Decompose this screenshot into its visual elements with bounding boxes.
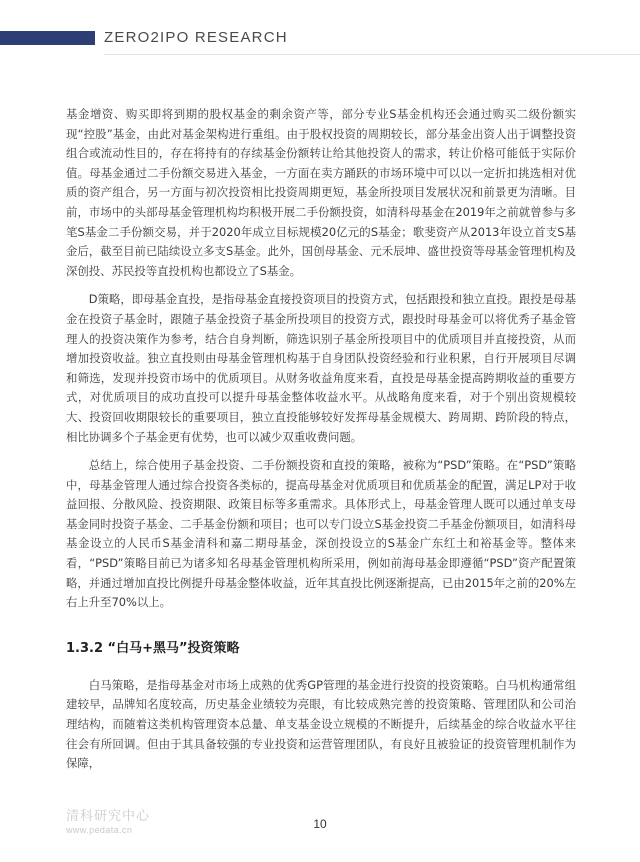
header-accent-bar [0, 31, 95, 45]
paragraph-s-fund: 基金增资、购买即将到期的股权基金的剩余资产等，部分专业S基金机构还会通过购买二级份额实现“控股”基金，由此对基金架构进行重组。由于股权投资的周期较长，部分基金出资人出于调整投资组合或流动性目的，存在将持有的存续基金份额转让给其他投资人的需求，转让价格可能低于实际价值。母基金通过二手份额交易进入基金，一方面在卖方踊跃的市场环境中可以以一定折扣挑选相对优质的资产组合，另一方面与初次投资相比投资周期更短，基金所投项目发展状况和前景更为清晰。目前，市场中的头部母基金管理机构均积极开展二手份额投资，如清科母基金在2019年之前就曾参与多笔S基金二手份额交易，并于2020年成立目标规模20亿元的S基金；歌斐资产从2013年设立首支S基金后，截至目前已陆续设立多支S基金。此外，国创母基金、元禾辰坤、盛世投资等母基金管理机构及深创投、苏民投等直投机构也都设立了S基金。 [66, 107, 576, 278]
paragraph-psd-strategy: 总结上，综合使用子基金投资、二手份额投资和直投的策略，被称为“PSD”策略。在“PSD”策略中，母基金管理人通过综合投资各类标的，提高母基金对优质项目和优质基金的配置，满足LP对于收益回报、分散风险、投资期限、政策目标等多重需求。具体形式上，母基金管理人既可以通过单支母基金同时投资子基金、二手基金份额和项目；也可以专门设立S基金投资二手基金份额项目，如清科母基金设立的人民币S基金清科和嘉二期母基金，深创投设立的S基金广东红土和裕基金等。整体来看，“PSD”策略目前已为诸多知名母基金管理机构所采用，例如前海母基金即遵循“PSD”资产配置策略，并通过增加直投比例提升母基金整体收益，近年其直投比例逐渐提高，已由2015年之前的20%左右上升至70%以上。 [66, 458, 576, 610]
paragraph-white-horse: 白马策略，是指母基金对市场上成熟的优秀GP管理的基金进行投资的投资策略。白马机构通常组建较早，品牌知名度较高，历史基金业绩较为亮眼，有比较成熟完善的投资策略、管理团队和公司治理结构，而随着这类机构管理资本总量、单支基金设立规模的不断提升，后续基金的综合收益水平往往会有所回调。但由于其具备较强的专业投资和运营管理团队，有良好且被验证的投资管理机制作为保障， [66, 677, 576, 771]
document-body [66, 105, 576, 774]
section-number: 1.3.2 [66, 640, 104, 656]
watermark-name: 清科研究中心 [66, 808, 151, 823]
page-number: 10 [313, 817, 327, 831]
section-heading [66, 637, 576, 656]
watermark-url: www.pedata.cn [66, 825, 133, 835]
section-title: “白马+黑马”投资策略 [107, 640, 240, 656]
header-divider [104, 54, 640, 55]
paragraph-d-strategy: D策略，即母基金直投，是指母基金直接投资项目的投资方式，包括跟投和独立直投。跟投是母基金在投资子基金时，跟随子基金投资子基金所投项目的投资方式，跟投时母基金可以将优秀子基金管理人的投资决策作为参考，结合自身判断，筛选识别子基金所投项目中的优质项目并直接投资，从而增加投资收益。独立直投则由母基金管理机构基于自身团队投资经验和行业积累，自行开展项目尽调和筛选，发现并投资市场中的优质项目。从财务收益角度来看，直投是母基金提高跨期收益的重要方式，对优质项目的成功直投可以提升母基金整体收益水平。从战略角度来看，对于个别出资规模较大、投资回收期限较长的重要项目，独立直投能够较好发挥母基金规模大、跨周期、跨阶段的特点，相比协调多个子基金更有优势，也可以减少双重收费问题。 [66, 292, 576, 444]
header-title: ZERO2IPO RESEARCH [104, 29, 288, 46]
